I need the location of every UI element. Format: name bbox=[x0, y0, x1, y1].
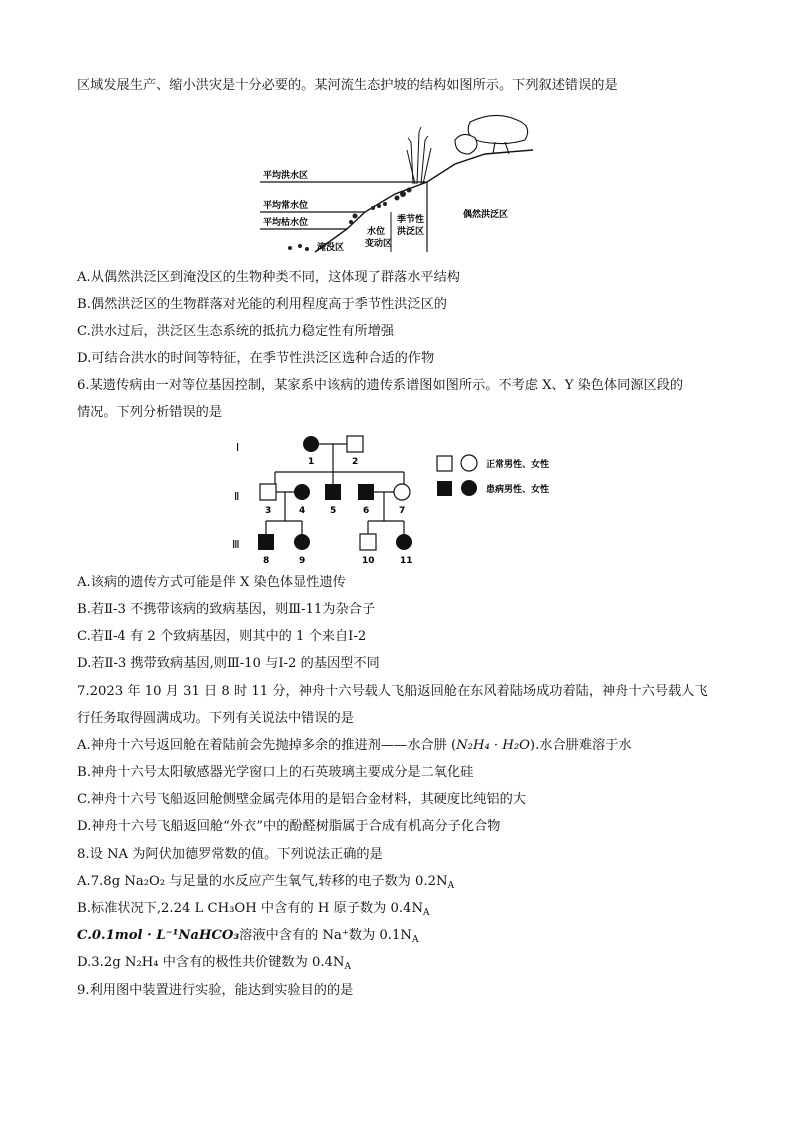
q7-option-d: D.神舟十六号飞船返回舱“外衣”中的酚醛树脂属于合成有机高分子化合物 bbox=[77, 819, 501, 834]
individual-III-9 bbox=[294, 534, 310, 550]
individual-II-5 bbox=[325, 484, 341, 500]
svg-text:8: 8 bbox=[263, 556, 270, 566]
svg-text:11: 11 bbox=[400, 556, 413, 566]
question-5-stem: 区域发展生产、缩小洪灾是十分必要的。某河流生态护坡的结构如图所示。下列叙述错误的是 bbox=[77, 78, 618, 93]
svg-text:1: 1 bbox=[308, 457, 315, 467]
svg-text:5: 5 bbox=[330, 506, 337, 516]
q6-option-d: D.若Ⅱ-3 携带致病基因,则Ⅲ-10 与Ⅰ-2 的基因型不同 bbox=[77, 656, 380, 671]
q8-stem: 8.设 NA 为阿伏加德罗常数的值。下列说法正确的是 bbox=[77, 847, 383, 862]
svg-text:3: 3 bbox=[265, 506, 272, 516]
label-avg-low-level: 平均枯水位 bbox=[263, 218, 309, 228]
q5-option-a: A.从偶然洪泛区到淹没区的生物种类不同，这体现了群落水平结构 bbox=[77, 270, 460, 285]
legend-normal-label: 正常男性、女性 bbox=[486, 460, 550, 470]
ecological-slope-figure bbox=[255, 112, 535, 262]
svg-text:2: 2 bbox=[352, 457, 359, 467]
individual-III-11 bbox=[396, 534, 412, 550]
q6-stem-line1: 6.某遗传病由一对等位基因控制，某家系中该病的遗传系谱图如图所示。不考虑 X、Y 染色体同源区段的 bbox=[77, 378, 684, 393]
legend-affected-female bbox=[461, 480, 477, 496]
label-avg-flood-zone: 平均洪水区 bbox=[263, 171, 309, 181]
label-submerged-zone: 淹没区 bbox=[317, 243, 345, 253]
q5-option-d: D.可结合洪水的时间等特征，在季节性洪泛区选种合适的作物 bbox=[77, 351, 435, 366]
q6-option-c: C.若Ⅱ-4 有 2 个致病基因，则其中的 1 个来自Ⅰ-2 bbox=[77, 629, 367, 644]
q7-option-c: C.神舟十六号飞船返回舱侧壁金属壳体用的是铝合金材料，其硬度比纯铝的大 bbox=[77, 792, 526, 807]
individual-II-7 bbox=[394, 484, 410, 500]
q8-option-b: B.标准状况下,2.24 L CH₃OH 中含有的 H 原子数为 $0.4N_A$ bbox=[77, 901, 430, 918]
q5-option-b: B.偶然洪泛区的生物群落对光能的利用程度高于季节性洪泛区的 bbox=[77, 297, 447, 312]
svg-text:9: 9 bbox=[299, 556, 306, 566]
q6-option-b: B.若Ⅱ-3 不携带该病的致病基因，则Ⅲ-11为杂合子 bbox=[77, 602, 376, 617]
svg-text:变动区: 变动区 bbox=[365, 239, 393, 249]
generation-III: Ⅲ bbox=[232, 538, 240, 551]
pedigree-figure bbox=[228, 430, 568, 570]
individual-III-8 bbox=[258, 534, 274, 550]
generation-I: Ⅰ bbox=[236, 441, 240, 454]
legend-normal-male bbox=[437, 456, 452, 471]
q7-option-b: B.神舟十六号太阳敏感器光学窗口上的石英玻璃主要成分是二氧化硅 bbox=[77, 765, 474, 780]
generation-II: Ⅱ bbox=[234, 490, 240, 503]
individual-I-2 bbox=[347, 436, 363, 452]
svg-text:6: 6 bbox=[363, 506, 370, 516]
label-seasonal-flood: 季节性 bbox=[397, 215, 425, 225]
legend-affected-male bbox=[437, 481, 452, 496]
q8-option-c: C.0.1mol · L⁻¹NaHCO₃溶液中含有的 Na⁺数为 $0.1N_A$ bbox=[77, 928, 419, 945]
svg-text:4: 4 bbox=[299, 506, 306, 516]
individual-III-10 bbox=[360, 534, 376, 550]
label-water-fluctuation: 水位 bbox=[367, 227, 386, 237]
q6-stem-line2: 情况。下列分析错误的是 bbox=[77, 405, 223, 420]
svg-text:7: 7 bbox=[399, 506, 406, 516]
individual-I-1 bbox=[303, 436, 319, 452]
q8-option-a: A.7.8g Na₂O₂ 与足量的水反应产生氧气,转移的电子数为 $0.2N_A$ bbox=[77, 874, 455, 891]
svg-text:洪泛区: 洪泛区 bbox=[397, 227, 425, 237]
individual-II-4 bbox=[294, 484, 310, 500]
individual-II-3 bbox=[260, 484, 276, 500]
q6-option-a: A.该病的遗传方式可能是伴 X 染色体显性遗传 bbox=[77, 575, 346, 590]
q7-stem-line2: 行任务取得圆满成功。下列有关说法中错误的是 bbox=[77, 711, 354, 726]
q7-stem-line1: 7.2023 年 10 月 31 日 8 时 11 分，神舟十六号载人飞船返回舱在东风着陆场成功着陆，神舟十六号载人飞 bbox=[77, 684, 708, 699]
q9-stem: 9.利用图中装置进行实验，能达到实验目的的是 bbox=[77, 983, 354, 998]
label-occasional-flood: 偶然洪泛区 bbox=[463, 210, 509, 220]
legend-normal-female bbox=[461, 455, 477, 471]
individual-II-6 bbox=[358, 484, 374, 500]
q7-option-a: A.神舟十六号返回舱在着陆前会先抛掉多余的推进剂——水合肼 (N₂H₄ · H₂O).水合肼难溶于水 bbox=[77, 738, 632, 753]
q8-option-d: D.3.2g N₂H₄ 中含有的极性共价键数为 $0.4N_A$ bbox=[77, 955, 351, 972]
label-avg-normal-level: 平均常水位 bbox=[263, 201, 309, 211]
legend-affected-label: 患病男性、女性 bbox=[486, 485, 550, 495]
q5-option-c: C.洪水过后，洪泛区生态系统的抵抗力稳定性有所增强 bbox=[77, 324, 395, 339]
svg-text:10: 10 bbox=[362, 556, 375, 566]
